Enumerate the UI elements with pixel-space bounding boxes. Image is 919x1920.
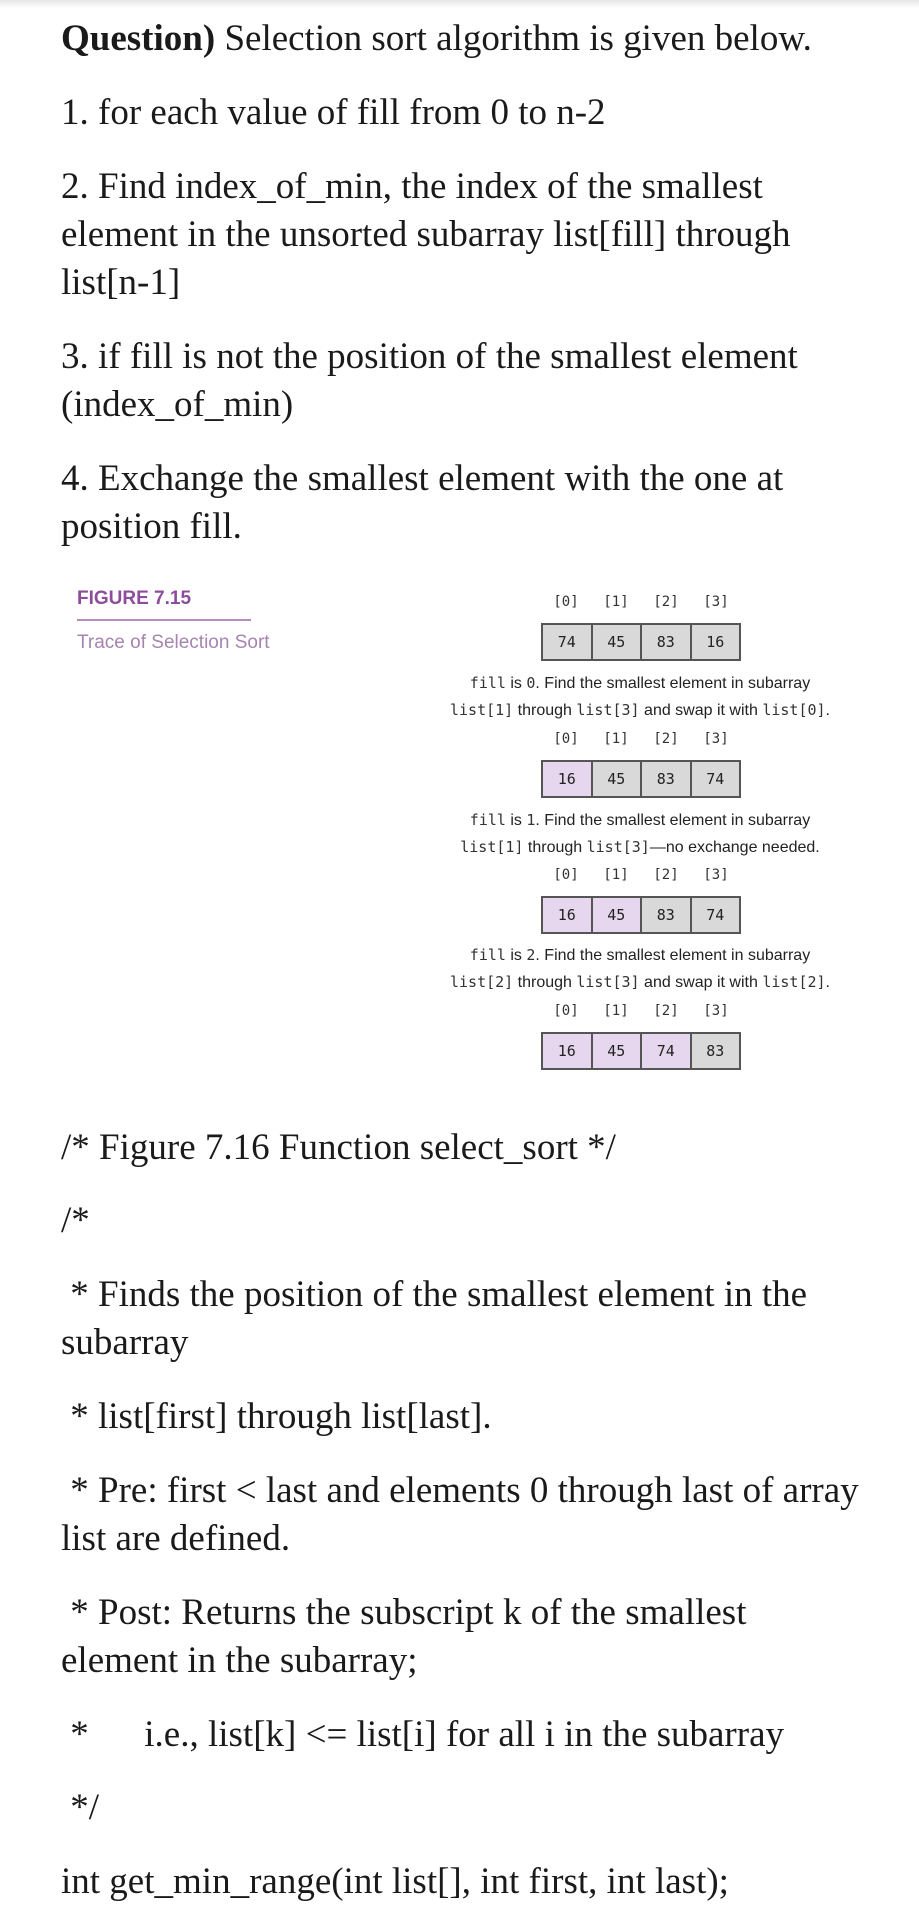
index-label: [3] xyxy=(703,594,729,610)
step-text: . Find the smallest element in subarray xyxy=(535,947,811,964)
top-shadow xyxy=(0,0,919,8)
trace-step-description xyxy=(420,670,860,724)
code-ref: list[2] xyxy=(762,973,826,991)
index-label: [3] xyxy=(703,1003,729,1019)
index-label: [0] xyxy=(553,867,579,883)
step-text: and swap it with xyxy=(639,702,763,719)
array-cell: 74 xyxy=(642,1034,690,1068)
comment-line-5: * i.e., list[k] <= list[i] for all i in the subarray xyxy=(61,1714,784,1755)
step-text: through xyxy=(513,974,577,991)
array-cell: 16 xyxy=(543,1034,591,1068)
array-cell: 45 xyxy=(593,1034,641,1068)
code-ref: list[1] xyxy=(450,701,514,719)
array-cell: 74 xyxy=(543,625,591,659)
comment-close: */ xyxy=(61,1787,100,1828)
figure-divider xyxy=(77,619,251,621)
index-row xyxy=(541,731,741,751)
index-label: [2] xyxy=(653,594,679,610)
index-label: [3] xyxy=(703,731,729,747)
step-text: . Find the smallest element in subarray xyxy=(535,812,811,829)
algorithm-step-4: 4. Exchange the smallest element with the one at position fill. xyxy=(61,458,784,547)
step-text: . xyxy=(825,702,830,719)
array-state xyxy=(541,760,741,798)
array-cell: 74 xyxy=(692,898,740,932)
code-ref: list[0] xyxy=(762,701,826,719)
trace-step-description xyxy=(420,942,860,996)
index-label: [1] xyxy=(603,1003,629,1019)
step-text: —no exchange needed. xyxy=(649,839,820,856)
index-label: [0] xyxy=(553,594,579,610)
step-text: and swap it with xyxy=(639,974,763,991)
array-state xyxy=(541,896,741,934)
question-text: Selection sort algorithm is given below. xyxy=(215,18,812,59)
code-fill: fill xyxy=(469,674,506,692)
step-text: is xyxy=(505,947,527,964)
question-heading xyxy=(61,15,861,63)
step-text: is xyxy=(505,675,527,692)
trace-step-description xyxy=(420,807,860,861)
step-text: through xyxy=(523,839,587,856)
array-cell: 83 xyxy=(642,898,690,932)
array-cell: 45 xyxy=(593,625,641,659)
comment-line-1: * Finds the position of the smallest element in the subarray xyxy=(61,1274,817,1363)
array-state xyxy=(541,623,741,661)
array-cell: 16 xyxy=(543,762,591,796)
algorithm-step-2: 2. Find index_of_min, the index of the smallest element in the unsorted subarray list[fill] through list[n-1] xyxy=(61,166,791,303)
comment-line-3: * Pre: first < last and elements 0 through last of array list are defined. xyxy=(61,1470,868,1559)
code-value: 2 xyxy=(526,946,536,964)
array-cell: 74 xyxy=(692,762,740,796)
step-text: is xyxy=(505,812,527,829)
code-fill: fill xyxy=(469,811,506,829)
code-value: 0 xyxy=(526,674,536,692)
array-cell: 16 xyxy=(543,898,591,932)
step-text: through xyxy=(513,702,577,719)
index-label: [3] xyxy=(703,867,729,883)
code-ref: list[2] xyxy=(450,973,514,991)
code-ref: list[3] xyxy=(576,973,640,991)
figure-caption: Trace of Selection Sort xyxy=(77,632,270,653)
comment-open: /* xyxy=(61,1200,90,1241)
step-text: . Find the smallest element in subarray xyxy=(535,675,811,692)
array-cell: 83 xyxy=(642,762,690,796)
index-row xyxy=(541,1003,741,1023)
array-cell: 45 xyxy=(593,898,641,932)
index-label: [1] xyxy=(603,731,629,747)
comment-line-4: * Post: Returns the subscript k of the smallest element in the subarray; xyxy=(61,1592,756,1681)
question-label: Question) xyxy=(61,18,216,59)
algorithm-step-3: 3. if fill is not the position of the smallest element (index_of_min) xyxy=(61,336,798,425)
index-label: [2] xyxy=(653,867,679,883)
comment-line-2: * list[first] through list[last]. xyxy=(61,1396,492,1437)
array-cell: 45 xyxy=(593,762,641,796)
index-label: [2] xyxy=(653,1003,679,1019)
index-label: [0] xyxy=(553,731,579,747)
array-state xyxy=(541,1032,741,1070)
index-row xyxy=(541,594,741,614)
code-ref: list[3] xyxy=(586,838,650,856)
step-text: . xyxy=(825,974,830,991)
function-declaration: int get_min_range(int list[], int first, int last); xyxy=(61,1861,729,1902)
index-label: [2] xyxy=(653,731,679,747)
array-cell: 83 xyxy=(692,1034,740,1068)
code-ref: list[1] xyxy=(460,838,524,856)
code-value: 1 xyxy=(526,811,536,829)
figure-label: FIGURE 7.15 xyxy=(77,588,192,609)
code-header: /* Figure 7.16 Function select_sort */ xyxy=(61,1127,616,1168)
index-label: [1] xyxy=(603,594,629,610)
index-label: [1] xyxy=(603,867,629,883)
algorithm-step-1: 1. for each value of fill from 0 to n-2 xyxy=(61,92,606,133)
array-cell: 16 xyxy=(692,625,740,659)
index-row xyxy=(541,867,741,887)
index-label: [0] xyxy=(553,1003,579,1019)
code-fill: fill xyxy=(469,946,506,964)
array-cell: 83 xyxy=(642,625,690,659)
code-ref: list[3] xyxy=(576,701,640,719)
